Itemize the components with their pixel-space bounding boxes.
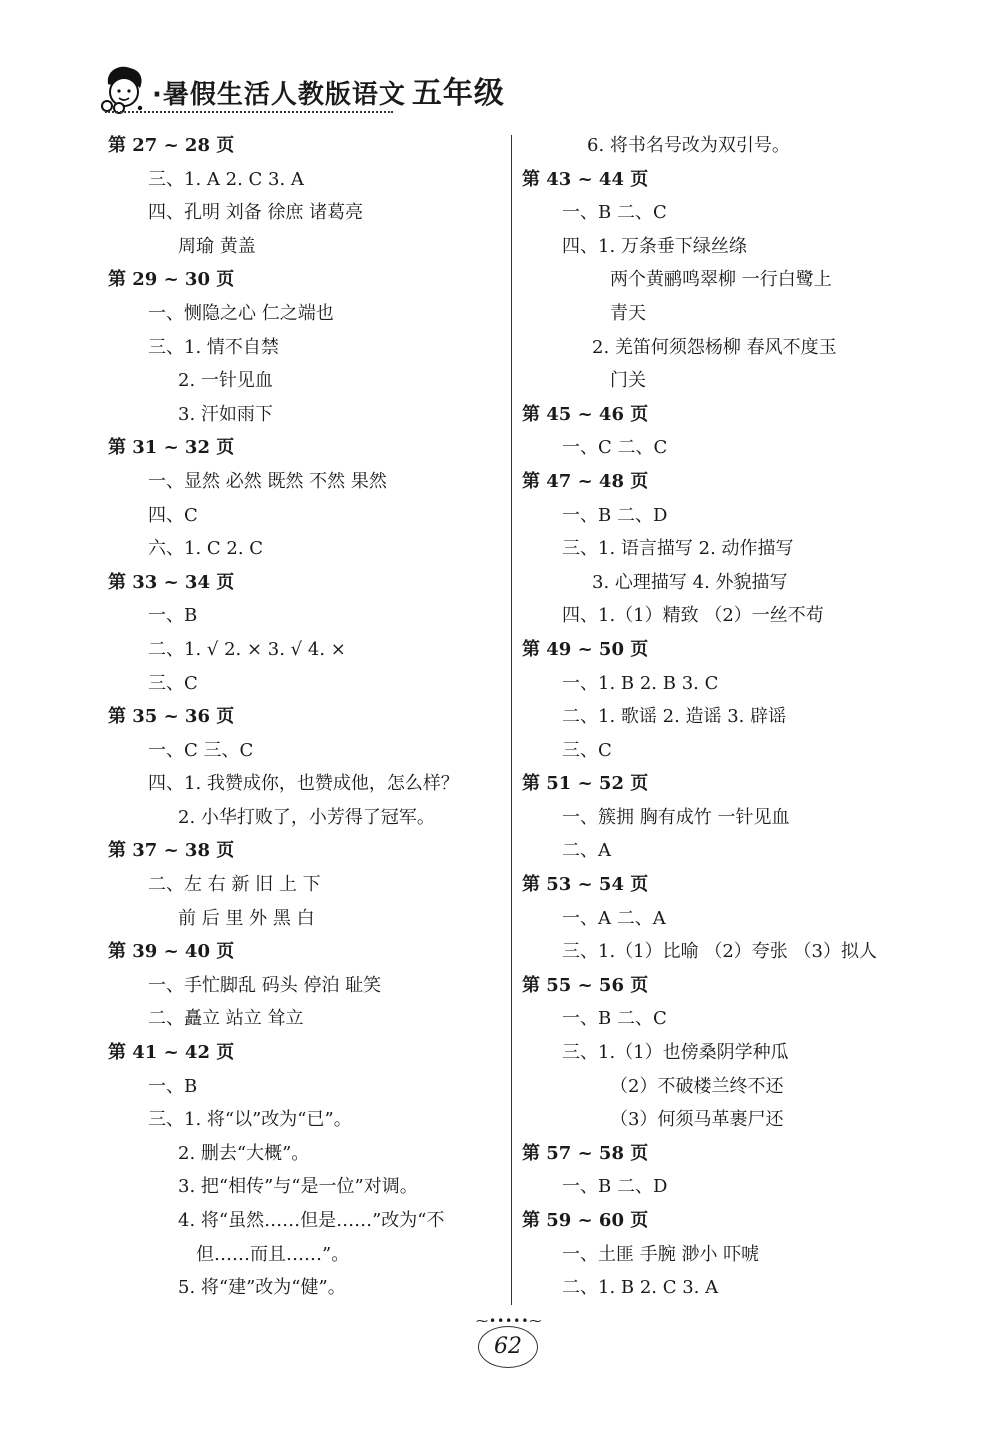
answer-line: 二、矗立 站立 耸立 — [148, 1008, 304, 1030]
answer-line: （2）不破楼兰终不还 — [610, 1075, 784, 1097]
section-heading: 第 35 ~ 36 页 — [108, 706, 235, 728]
section-heading: 第 27 ~ 28 页 — [108, 135, 235, 156]
answer-line: 二、A — [562, 840, 611, 862]
answer-line: 4. 将“虽然……但是……”改为“不 — [178, 1210, 445, 1231]
answer-line: 一、B — [148, 605, 198, 627]
section-heading: 第 37 ~ 38 页 — [108, 840, 235, 862]
section-heading: 第 41 ~ 42 页 — [108, 1042, 235, 1064]
section-heading: 第 31 ~ 32 页 — [108, 437, 235, 459]
answer-line: 2. 一针见血 — [178, 370, 273, 392]
section-heading: 第 43 ~ 44 页 — [522, 168, 649, 190]
right-column — [522, 129, 922, 1305]
column-divider — [511, 135, 512, 1305]
answer-line: 门关 — [610, 370, 646, 392]
answer-line: 一、显然 必然 既然 不然 果然 — [148, 470, 387, 492]
answer-line: 6. 将书名号改为双引号。 — [587, 135, 790, 156]
answer-line: 四、1.（1）精致 （2）一丝不苟 — [562, 605, 824, 627]
answer-line: 二、左 右 新 旧 上 下 — [148, 874, 321, 896]
section-heading: 第 39 ~ 40 页 — [108, 941, 235, 963]
answer-line: 一、恻隐之心 仁之端也 — [148, 302, 334, 324]
page-footer — [470, 1314, 546, 1374]
answer-line: 2. 羌笛何须怨杨柳 春风不度玉 — [592, 336, 837, 358]
header-title: ·暑假生活人教版语文 五年级 — [152, 76, 505, 111]
answer-line: 三、1. 情不自禁 — [148, 336, 279, 358]
answer-line: 5. 将“建”改为“健”。 — [178, 1277, 346, 1299]
answer-line: 2. 删去“大概”。 — [178, 1142, 310, 1164]
answer-line: 三、1.（1）比喻 （2）夸张 （3）拟人 — [562, 941, 877, 963]
section-heading: 第 45 ~ 46 页 — [522, 403, 649, 425]
header-grade: 五年级 — [411, 76, 505, 111]
answer-line: 一、B 二、C — [562, 1008, 667, 1030]
answer-line: 二、1. 歌谣 2. 造谣 3. 辟谣 — [562, 706, 787, 728]
answer-line: 三、C — [562, 739, 612, 761]
answer-line: 一、C 二、C — [562, 437, 668, 459]
answer-line: 二、1. √ 2. × 3. √ 4. × — [148, 638, 346, 660]
answer-line: 三、1. A 2. C 3. A — [148, 168, 304, 190]
answer-line: 2. 小华打败了，小芳得了冠军。 — [178, 806, 435, 828]
section-heading: 第 29 ~ 30 页 — [108, 269, 235, 291]
answer-line: 3. 心理描写 4. 外貌描写 — [592, 571, 788, 593]
answer-line: 青天 — [610, 302, 646, 324]
answer-line: 四、1. 万条垂下绿丝绦 — [562, 235, 747, 257]
answer-line: 三、1. 语言描写 2. 动作描写 — [562, 538, 794, 560]
answer-line: 三、C — [148, 672, 198, 694]
answer-line: 一、B 二、D — [562, 1176, 668, 1198]
answer-line: 四、C — [148, 504, 198, 526]
answer-line: 三、1.（1）也傍桑阴学种瓜 — [562, 1042, 789, 1064]
page-number: 62 — [494, 1334, 522, 1359]
answer-line: 一、1. B 2. B 3. C — [562, 672, 719, 694]
mascot-icon — [100, 62, 150, 114]
answer-line: 两个黄鹂鸣翠柳 一行白鹭上 — [610, 269, 832, 291]
section-heading: 第 47 ~ 48 页 — [522, 470, 649, 492]
section-heading: 第 59 ~ 60 页 — [522, 1210, 649, 1231]
section-heading: 第 51 ~ 52 页 — [522, 773, 649, 795]
answer-line: 但……而且……”。 — [196, 1243, 350, 1265]
answer-line: 四、孔明 刘备 徐庶 诸葛亮 — [148, 202, 364, 224]
answer-line: 一、B 二、C — [562, 202, 667, 224]
answer-line: 六、1. C 2. C — [148, 538, 264, 560]
page-header — [100, 58, 520, 118]
answer-line: 一、B — [148, 1075, 198, 1097]
answer-line: 一、手忙脚乱 码头 停泊 耻笑 — [148, 974, 382, 996]
answer-line: 一、土匪 手腕 渺小 吓唬 — [562, 1243, 760, 1265]
answer-line: 前 后 里 外 黑 白 — [178, 907, 315, 929]
section-heading: 第 55 ~ 56 页 — [522, 974, 649, 996]
decorative-dots-icon: ⁓•••••⁓ — [476, 1314, 543, 1328]
answer-line: 周瑜 黄盖 — [178, 235, 256, 257]
section-heading: 第 53 ~ 54 页 — [522, 874, 649, 896]
answer-line: 一、B 二、D — [562, 504, 668, 526]
answer-line: 3. 汗如雨下 — [178, 403, 273, 425]
answer-line: 二、1. B 2. C 3. A — [562, 1277, 719, 1299]
section-heading: 第 49 ~ 50 页 — [522, 638, 649, 660]
header-divider — [105, 111, 393, 113]
answer-line: 一、簇拥 胸有成竹 一针见血 — [562, 806, 790, 828]
answer-line: 3. 把“相传”与“是一位”对调。 — [178, 1176, 418, 1198]
answer-line: 一、A 二、A — [562, 907, 666, 929]
section-heading: 第 57 ~ 58 页 — [522, 1142, 649, 1164]
answer-line: 一、C 三、C — [148, 739, 254, 761]
left-column — [108, 129, 503, 1305]
answer-line: 四、1. 我赞成你，也赞成他，怎么样？ — [148, 773, 459, 795]
section-heading: 第 33 ~ 34 页 — [108, 571, 235, 593]
answer-line: 三、1. 将“以”改为“已”。 — [148, 1109, 352, 1131]
answer-line: （3）何须马革裹尸还 — [610, 1109, 784, 1131]
